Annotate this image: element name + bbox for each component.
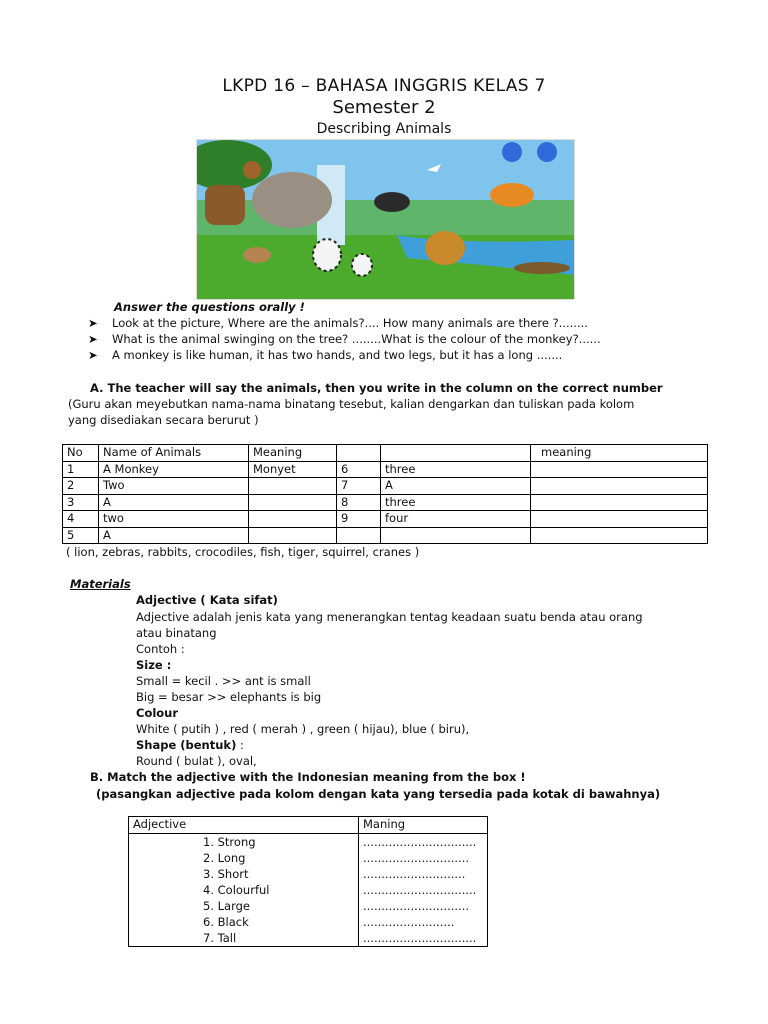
size-big-example: Big = besar >> elephants is big bbox=[136, 690, 322, 704]
answer-blank[interactable]: ............................ bbox=[363, 866, 466, 881]
list-item: 1. Strong bbox=[203, 834, 256, 849]
answer-blank[interactable]: ............................... bbox=[363, 834, 477, 849]
header-cell: Meaning bbox=[249, 445, 337, 462]
adjective-definition-line2: atau binatang bbox=[136, 626, 217, 640]
shape-heading-line bbox=[136, 737, 244, 753]
materials-heading: Materials bbox=[70, 577, 131, 591]
table-row bbox=[63, 478, 708, 495]
game-button-icon bbox=[537, 142, 557, 162]
table-cell[interactable] bbox=[531, 461, 708, 478]
animal-word-list: ( lion, zebras, rabbits, crocodiles, fish, tiger, squirrel, cranes ) bbox=[66, 545, 420, 559]
squirrel-icon bbox=[243, 247, 271, 263]
arrow-bullet-icon: ➤ bbox=[88, 332, 98, 346]
answer-blank[interactable]: ......................... bbox=[363, 914, 455, 929]
table-cell[interactable] bbox=[531, 478, 708, 495]
adjective-match-table bbox=[128, 816, 488, 947]
header-cell: Adjective bbox=[129, 817, 359, 834]
section-a-note-line2: yang disediakan secara berurut ) bbox=[68, 413, 259, 427]
header-cell bbox=[381, 445, 531, 462]
contoh-label: Contoh : bbox=[136, 642, 185, 656]
table-row bbox=[63, 494, 708, 511]
jungle-animals-illustration bbox=[196, 139, 575, 300]
adjective-definition-line1: Adjective adalah jenis kata yang menerangkan tentag keadaan suatu benda atau orang bbox=[136, 610, 643, 624]
size-heading: Size : bbox=[136, 658, 172, 672]
oral-bullet-3: ➤ A monkey is like human, it has two hands, and two legs, but it has a long ....... bbox=[88, 348, 563, 362]
list-item: 2. Long bbox=[203, 850, 246, 865]
table-cell[interactable] bbox=[249, 511, 337, 528]
worksheet-title: LKPD 16 – BAHASA INGGRIS KELAS 7 bbox=[222, 76, 546, 96]
section-b-note: (pasangkan adjective pada kolom dengan kata yang tersedia pada kotak di bawahnya) bbox=[96, 787, 661, 801]
header-cell: Maning bbox=[359, 817, 488, 834]
crocodile-icon bbox=[514, 262, 570, 274]
table-row bbox=[63, 461, 708, 478]
monkey-icon bbox=[243, 161, 261, 179]
table-row bbox=[63, 527, 708, 544]
table-cell[interactable]: three bbox=[381, 494, 531, 511]
topic-subtitle: Describing Animals bbox=[316, 121, 452, 137]
table-cell[interactable]: A bbox=[99, 527, 249, 544]
answer-blank[interactable]: ............................... bbox=[363, 930, 477, 945]
header-cell: Name of Animals bbox=[99, 445, 249, 462]
table-cell: 7 bbox=[337, 478, 381, 495]
table-cell[interactable] bbox=[381, 527, 531, 544]
shape-heading: Shape (bentuk) bbox=[136, 738, 237, 752]
section-a-heading: A. The teacher will say the animals, then you write in the column on the correct number bbox=[90, 381, 663, 395]
table-cell[interactable] bbox=[531, 494, 708, 511]
list-item: 7. Tall bbox=[203, 930, 237, 945]
table-cell[interactable]: four bbox=[381, 511, 531, 528]
zebra-icon bbox=[313, 239, 341, 271]
arrow-bullet-icon: ➤ bbox=[88, 316, 98, 330]
lion-icon bbox=[425, 231, 465, 265]
music-button-icon bbox=[502, 142, 522, 162]
table-cell: 4 bbox=[63, 511, 99, 528]
semester-label: Semester 2 bbox=[332, 97, 436, 118]
colour-heading: Colour bbox=[136, 706, 179, 720]
table-cell[interactable] bbox=[531, 511, 708, 528]
oral-heading: Answer the questions orally ! bbox=[114, 300, 305, 314]
table-cell[interactable] bbox=[249, 478, 337, 495]
section-b-heading: B. Match the adjective with the Indonesian meaning from the box ! bbox=[90, 770, 526, 784]
table-cell: 3 bbox=[63, 494, 99, 511]
header-cell bbox=[337, 445, 381, 462]
answer-blank[interactable]: ............................... bbox=[363, 882, 477, 897]
oral-bullet-2: ➤ What is the animal swinging on the tree? ........What is the colour of the monkey?...... bbox=[88, 332, 601, 346]
colour-examples: White ( putih ) , red ( merah ) , green ( hijau), blue ( biru), bbox=[136, 722, 470, 736]
table-row bbox=[63, 511, 708, 528]
table-cell[interactable]: three bbox=[381, 461, 531, 478]
table-cell: 8 bbox=[337, 494, 381, 511]
tiger-icon bbox=[490, 183, 534, 207]
table-cell: 2 bbox=[63, 478, 99, 495]
list-item: 5. Large bbox=[203, 898, 250, 913]
table-cell[interactable]: A bbox=[99, 494, 249, 511]
shape-examples: Round ( bulat ), oval, bbox=[136, 754, 257, 768]
section-a-note-line1: (Guru akan meyebutkan nama-nama binatang tesebut, kalian dengarkan dan tuliskan pada kolom bbox=[68, 397, 635, 411]
table-header-row bbox=[129, 817, 488, 834]
size-small-example: Small = kecil . >> ant is small bbox=[136, 674, 311, 688]
table-cell: 5 bbox=[63, 527, 99, 544]
oral-bullet-1: ➤ Look at the picture, Where are the animals?.... How many animals are there ?........ bbox=[88, 316, 588, 330]
table-cell[interactable]: A bbox=[381, 478, 531, 495]
table-cell: 6 bbox=[337, 461, 381, 478]
table-cell[interactable] bbox=[249, 527, 337, 544]
jungle-scene bbox=[197, 140, 574, 299]
table-header-row bbox=[63, 445, 708, 462]
list-item: 4. Colourful bbox=[203, 882, 270, 897]
list-item: 6. Black bbox=[203, 914, 249, 929]
adjective-list-cell bbox=[129, 833, 359, 946]
animals-table bbox=[62, 444, 708, 544]
adjective-heading: Adjective ( Kata sifat) bbox=[136, 593, 278, 607]
bird-icon bbox=[374, 192, 410, 212]
table-cell: 1 bbox=[63, 461, 99, 478]
zebra-icon-small bbox=[352, 254, 372, 276]
table-cell[interactable]: A Monkey bbox=[99, 461, 249, 478]
shape-colon: : bbox=[236, 738, 244, 752]
header-cell: No bbox=[63, 445, 99, 462]
table-cell[interactable] bbox=[249, 494, 337, 511]
table-cell bbox=[337, 527, 381, 544]
table-cell: 9 bbox=[337, 511, 381, 528]
meaning-answer-cell[interactable] bbox=[359, 833, 488, 946]
tree-stump bbox=[205, 185, 245, 225]
rock-cliff bbox=[252, 172, 332, 228]
answer-blank[interactable]: ............................. bbox=[363, 898, 470, 913]
arrow-bullet-icon: ➤ bbox=[88, 348, 98, 362]
table-cell[interactable]: Monyet bbox=[249, 461, 337, 478]
table-row bbox=[129, 833, 488, 946]
answer-blank[interactable]: ............................. bbox=[363, 850, 470, 865]
header-cell: meaning bbox=[531, 445, 708, 462]
table-cell[interactable]: two bbox=[99, 511, 249, 528]
table-cell[interactable] bbox=[531, 527, 708, 544]
list-item: 3. Short bbox=[203, 866, 249, 881]
table-cell[interactable]: Two bbox=[99, 478, 249, 495]
